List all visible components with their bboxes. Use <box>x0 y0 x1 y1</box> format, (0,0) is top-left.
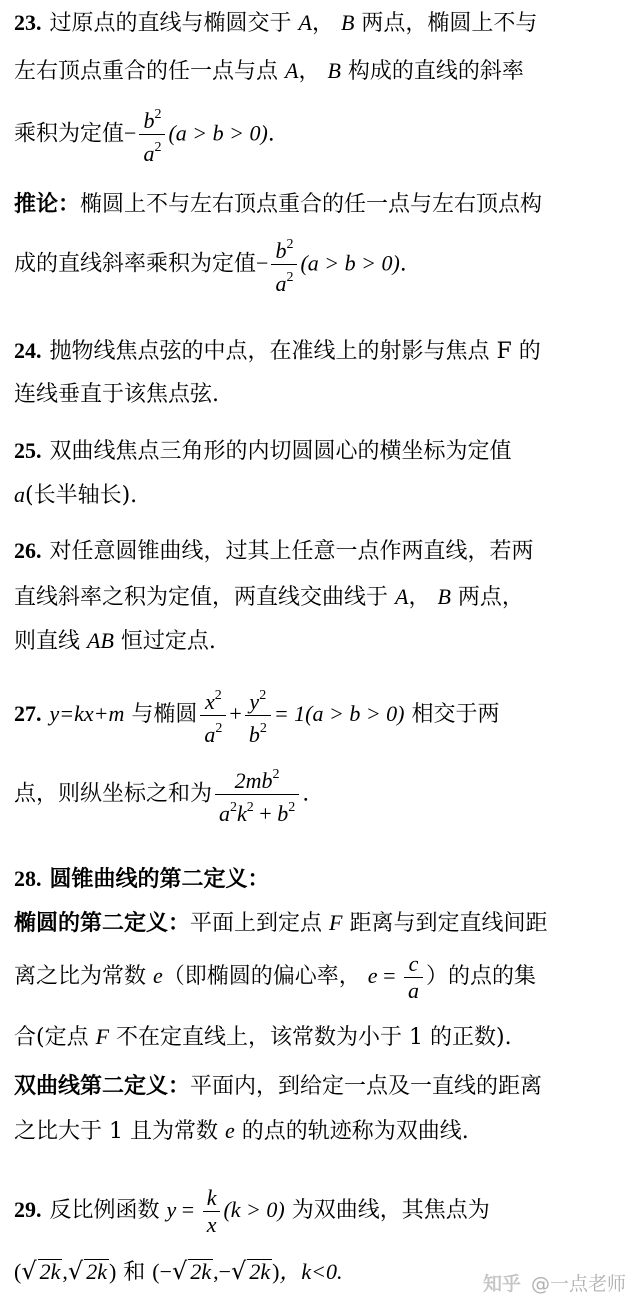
item-24-line-1: 24. 抛物线焦点弦的中点，在准线上的射影与焦点 F 的 <box>14 338 541 364</box>
fraction-k-over-x: $\frac{k}{x}$ <box>203 1185 221 1238</box>
item-23-line-2: 左右顶点重合的任一点与点 A， B 构成的直线的斜率 <box>14 58 524 84</box>
ellipse-def-line-1: 椭圆的第二定义：平面上到定点 F 距离与到定直线间距 <box>14 910 548 936</box>
zhihu-logo: 知乎 <box>482 1273 521 1295</box>
fraction-b2-over-a2: $\frac{b^2}{a^2}$ <box>271 232 297 297</box>
corollary-line-1: 推论：椭圆上不与左右顶点重合的任一点与左右顶点构 <box>14 192 543 217</box>
item-23-line-3: 乘积为定值− $\frac{b^2}{a^2}$ (a > b > 0). <box>14 102 628 167</box>
item-26-line-3: 则直线 AB 恒过定点. <box>14 628 216 654</box>
item-number: 28. <box>14 866 42 891</box>
fraction-x2-over-a2: $\frac{x^2}{a^2}$ <box>200 683 226 748</box>
item-number: 26. <box>14 538 42 563</box>
ellipse-def-line-3: 合(定点 F 不在定直线上，该常数为小于 1 的正数). <box>14 1024 512 1050</box>
item-27-line-2: 点，则纵坐标之和为 $\frac{2mb^2}{a^2k^2 + b^2}$ . <box>14 762 628 827</box>
watermark-user: @一点老师 <box>530 1273 626 1295</box>
item-28-title: 28. 圆锥曲线的第二定义： <box>14 866 270 892</box>
item-number: 24. <box>14 338 42 363</box>
hyperbola-def-label: 双曲线第二定义： <box>14 1074 191 1099</box>
corollary-label: 推论： <box>14 192 81 217</box>
item-27-line-1: 27. y=kx+m 与椭圆 $\frac{x^2}{a^2}$ + $\frac{y^2}{b^2}$ = 1(a > b > 0) 相交于两 <box>14 682 628 748</box>
hyperbola-def-line-2: 之比大于 1 且为常数 e 的点的轨迹称为双曲线. <box>14 1118 469 1144</box>
watermark <box>483 1269 626 1296</box>
item-26-line-1: 26. 对任意圆锥曲线，过其上任意一点作两直线，若两 <box>14 538 534 564</box>
item-29-line-2: (√ 2k,√ 2k) 和 (−√ 2k,−√ 2k)，k<0. <box>14 1257 343 1285</box>
item-number: 29. <box>14 1197 42 1222</box>
corollary-line-2: 成的直线斜率乘积为定值− $\frac{b^2}{a^2}$ (a > b > 0). <box>14 232 628 297</box>
item-29-line-1: 29. 反比例函数 y = $\frac{k}{x}$ (k > 0) 为双曲线，其焦点为 <box>14 1184 490 1237</box>
item-23-line-1: 23. 过原点的直线与椭圆交于 A， B 两点，椭圆上不与 <box>14 10 538 36</box>
item-25-line-2: a(长半轴长). <box>14 482 138 508</box>
item-number: 25. <box>14 438 42 463</box>
fraction-sum-of-y: $\frac{2mb^2}{a^2k^2 + b^2}$ <box>215 762 299 827</box>
item-number: 27. <box>14 701 42 726</box>
fraction-c-over-a: $\frac{c}{a}$ <box>404 951 423 1004</box>
fraction-b2-over-a2: $\frac{b^2}{a^2}$ <box>139 102 165 167</box>
item-25-line-1: 25. 双曲线焦点三角形的内切圆圆心的横坐标为定值 <box>14 438 512 464</box>
item-24-line-2: 连线垂直于该焦点弦. <box>14 382 219 407</box>
item-26-line-2: 直线斜率之积为定值，两直线交曲线于 A， B 两点， <box>14 584 524 610</box>
fraction-y2-over-b2: $\frac{y^2}{b^2}$ <box>245 683 271 748</box>
ellipse-def-label: 椭圆的第二定义： <box>14 911 191 936</box>
hyperbola-def-line-1: 双曲线第二定义：平面内，到给定一点及一直线的距离 <box>14 1074 543 1099</box>
item-number: 23. <box>14 10 42 35</box>
ellipse-def-line-2: 离之比为常数 e（即椭圆的偏心率， e = $\frac{c}{a}$ ）的点的集 <box>14 950 536 1003</box>
